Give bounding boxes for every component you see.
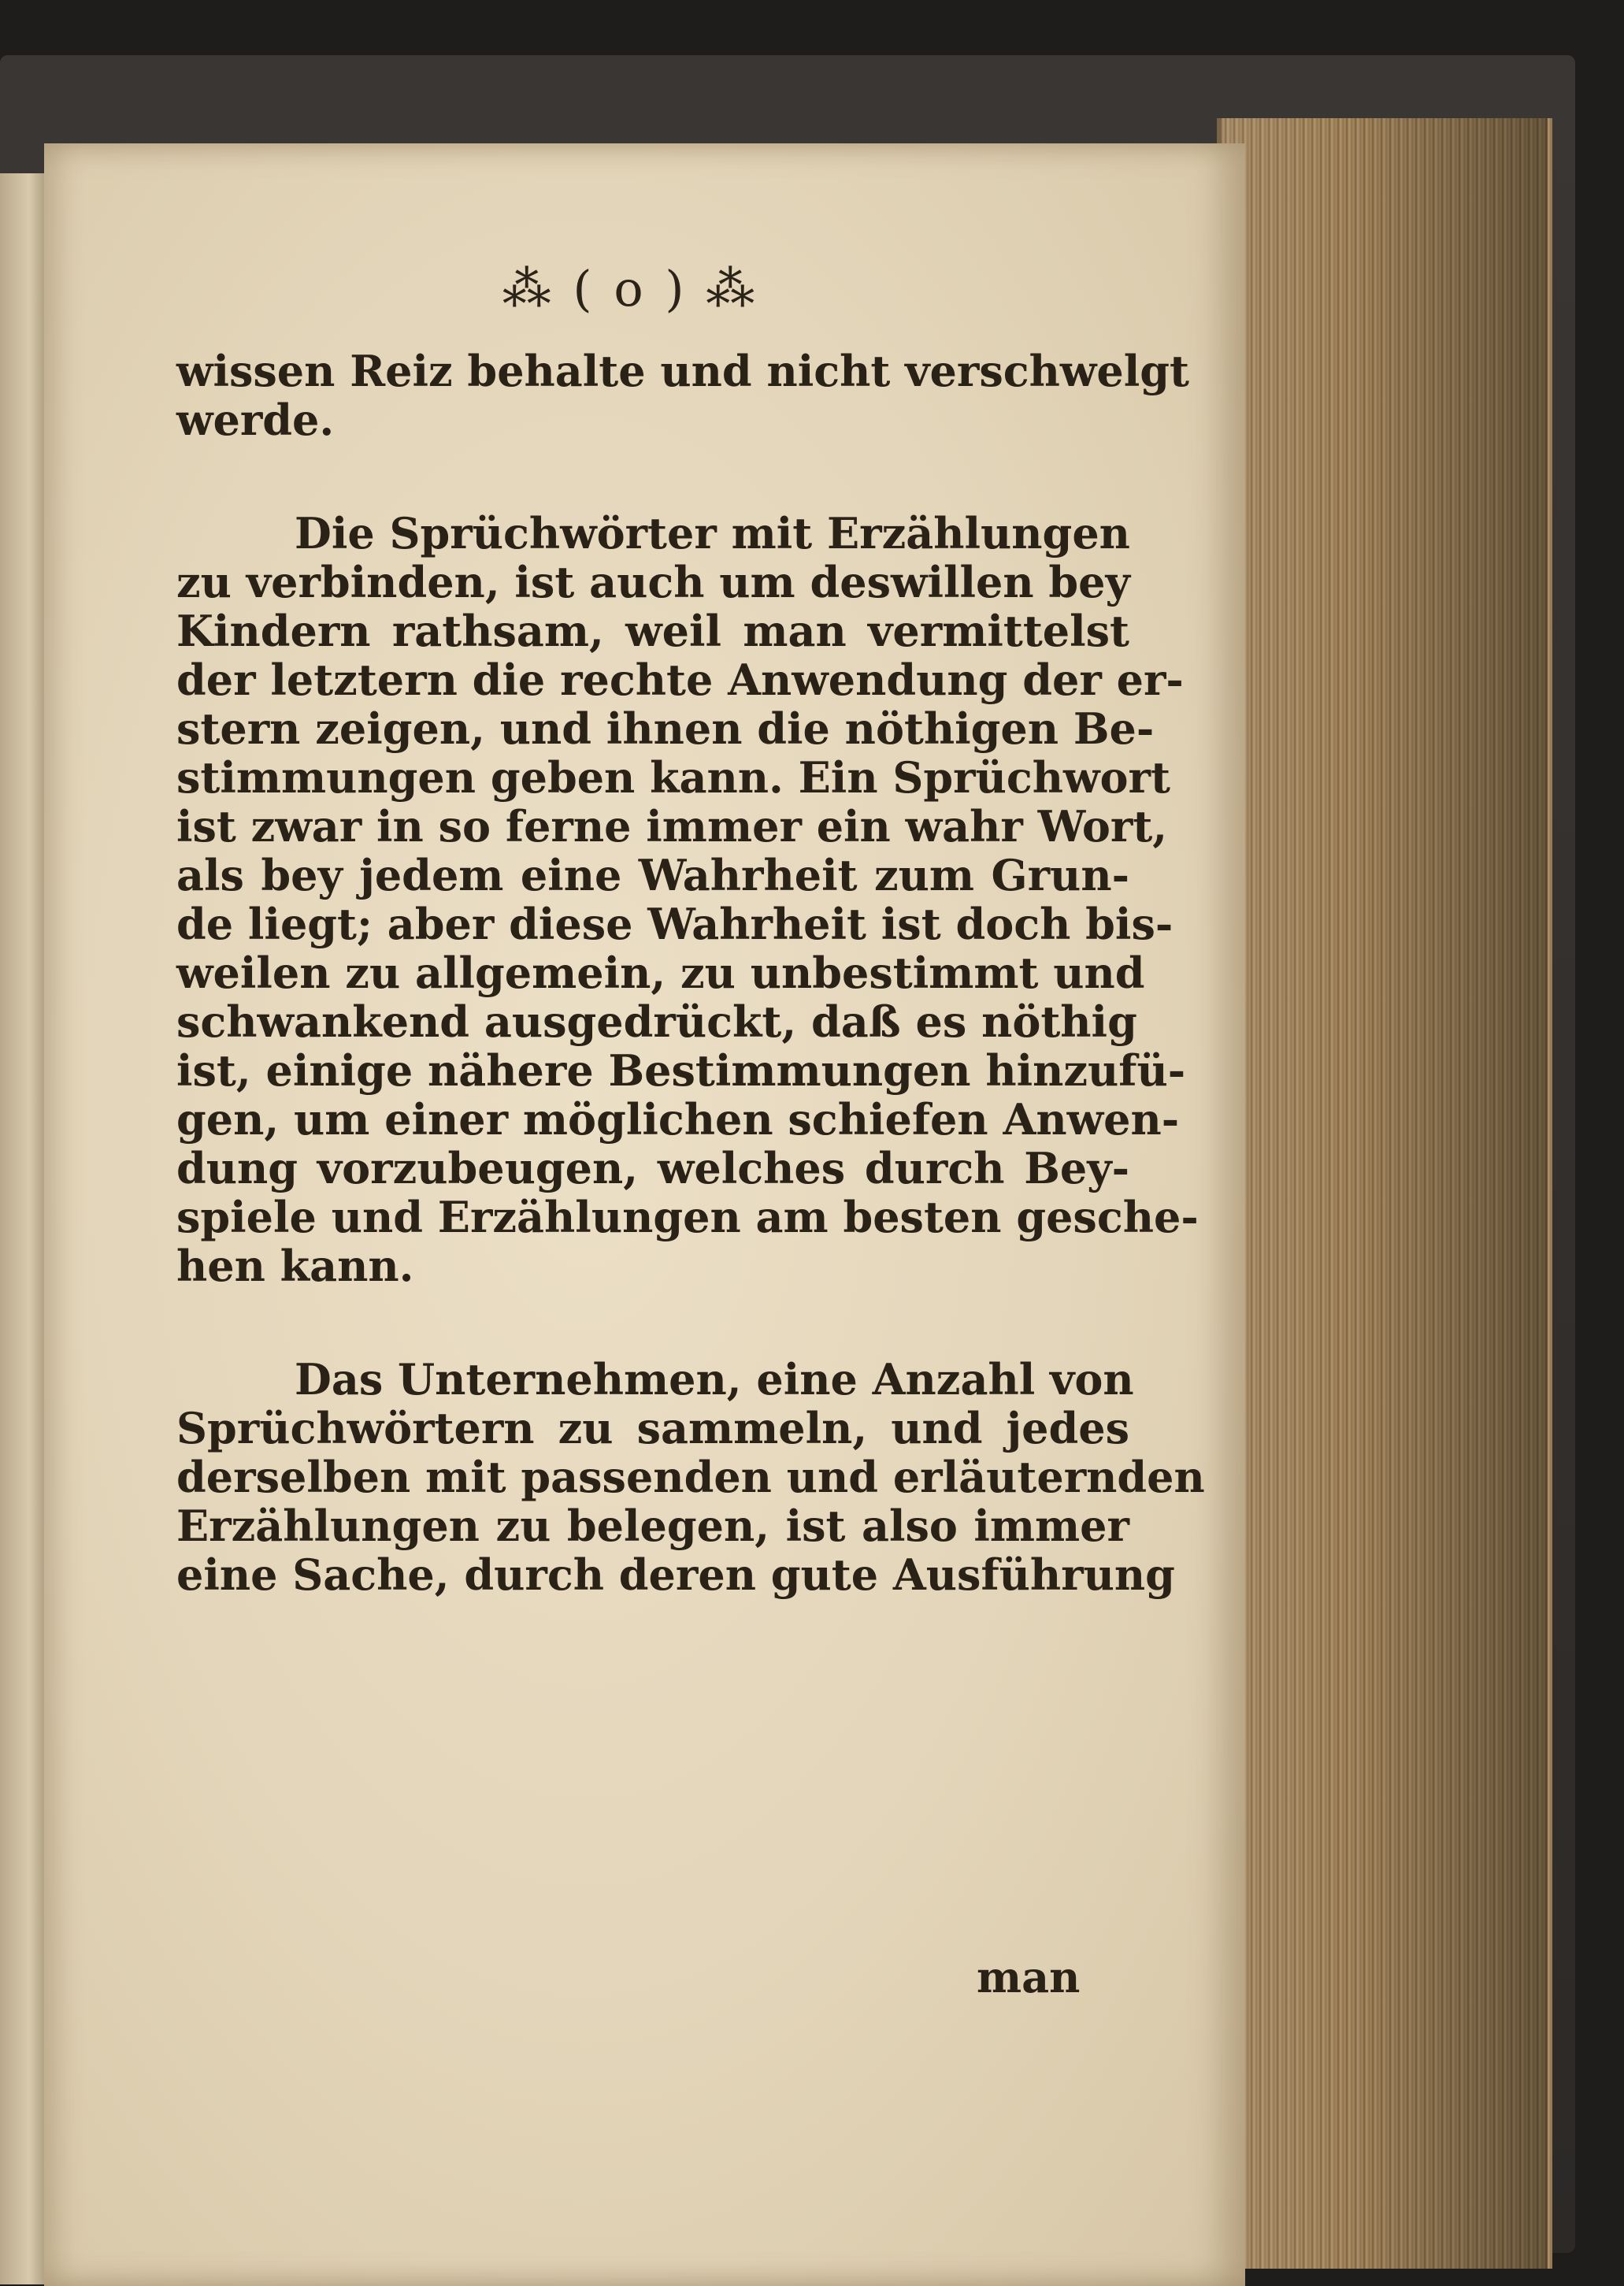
fore-edge-shade (1217, 118, 1548, 2269)
text-line: derselben mit passenden und erläuternden (176, 1452, 1205, 1502)
text-line: wissen Reiz behalte und nicht verschwelgt (176, 346, 1189, 396)
text-line: als bey jedem eine Wahrheit zum Grun- (176, 850, 1129, 900)
text-line: zu verbinden, ist auch um deswillen bey (176, 557, 1130, 607)
text-line: Kindern rathsam, weil man vermittelst (176, 606, 1129, 656)
text-line: hen kann. (176, 1241, 414, 1291)
text-line: der letztern die rechte Anwendung der er- (176, 655, 1184, 705)
text-line: ist, einige nähere Bestimmungen hinzufü- (176, 1045, 1186, 1096)
text-line: dung vorzubeugen, welches durch Bey- (176, 1143, 1129, 1193)
text-line: Erzählungen zu belegen, ist also immer (176, 1501, 1129, 1551)
text-line: stern zeigen, und ihnen die nöthigen Be- (176, 703, 1155, 754)
text-line: stimmungen geben kann. Ein Sprüchwort (176, 752, 1170, 803)
paragraph-gap (176, 444, 1129, 509)
catchword: man (977, 1952, 1081, 2002)
text-line: Das Unternehmen, eine Anzahl von (295, 1354, 1134, 1405)
text-line: ist zwar in so ferne immer ein wahr Wort, (176, 801, 1168, 852)
paragraph-gap (176, 1290, 1129, 1355)
page-header-ornament: ⁂ ( o ) ⁂ (502, 260, 758, 317)
page-text (176, 346, 1205, 1600)
text-line: Die Sprüchwörter mit Erzählungen (295, 508, 1130, 559)
text-line: weilen zu allgemein, zu unbestimmt und (176, 948, 1145, 998)
text-line: spiele und Erzählungen am besten gesche- (176, 1192, 1199, 1242)
text-line: de liegt; aber diese Wahrheit ist doch bis- (176, 899, 1174, 949)
text-line: schwankend ausgedrückt, daß es nöthig (176, 996, 1137, 1047)
text-line: Sprüchwörtern zu sammeln, und jedes (176, 1403, 1129, 1453)
text-line: gen, um einer möglichen schiefen Anwen- (176, 1094, 1180, 1145)
text-line: werde. (176, 395, 335, 445)
text-line: eine Sache, durch deren gute Ausführung (176, 1549, 1175, 1600)
